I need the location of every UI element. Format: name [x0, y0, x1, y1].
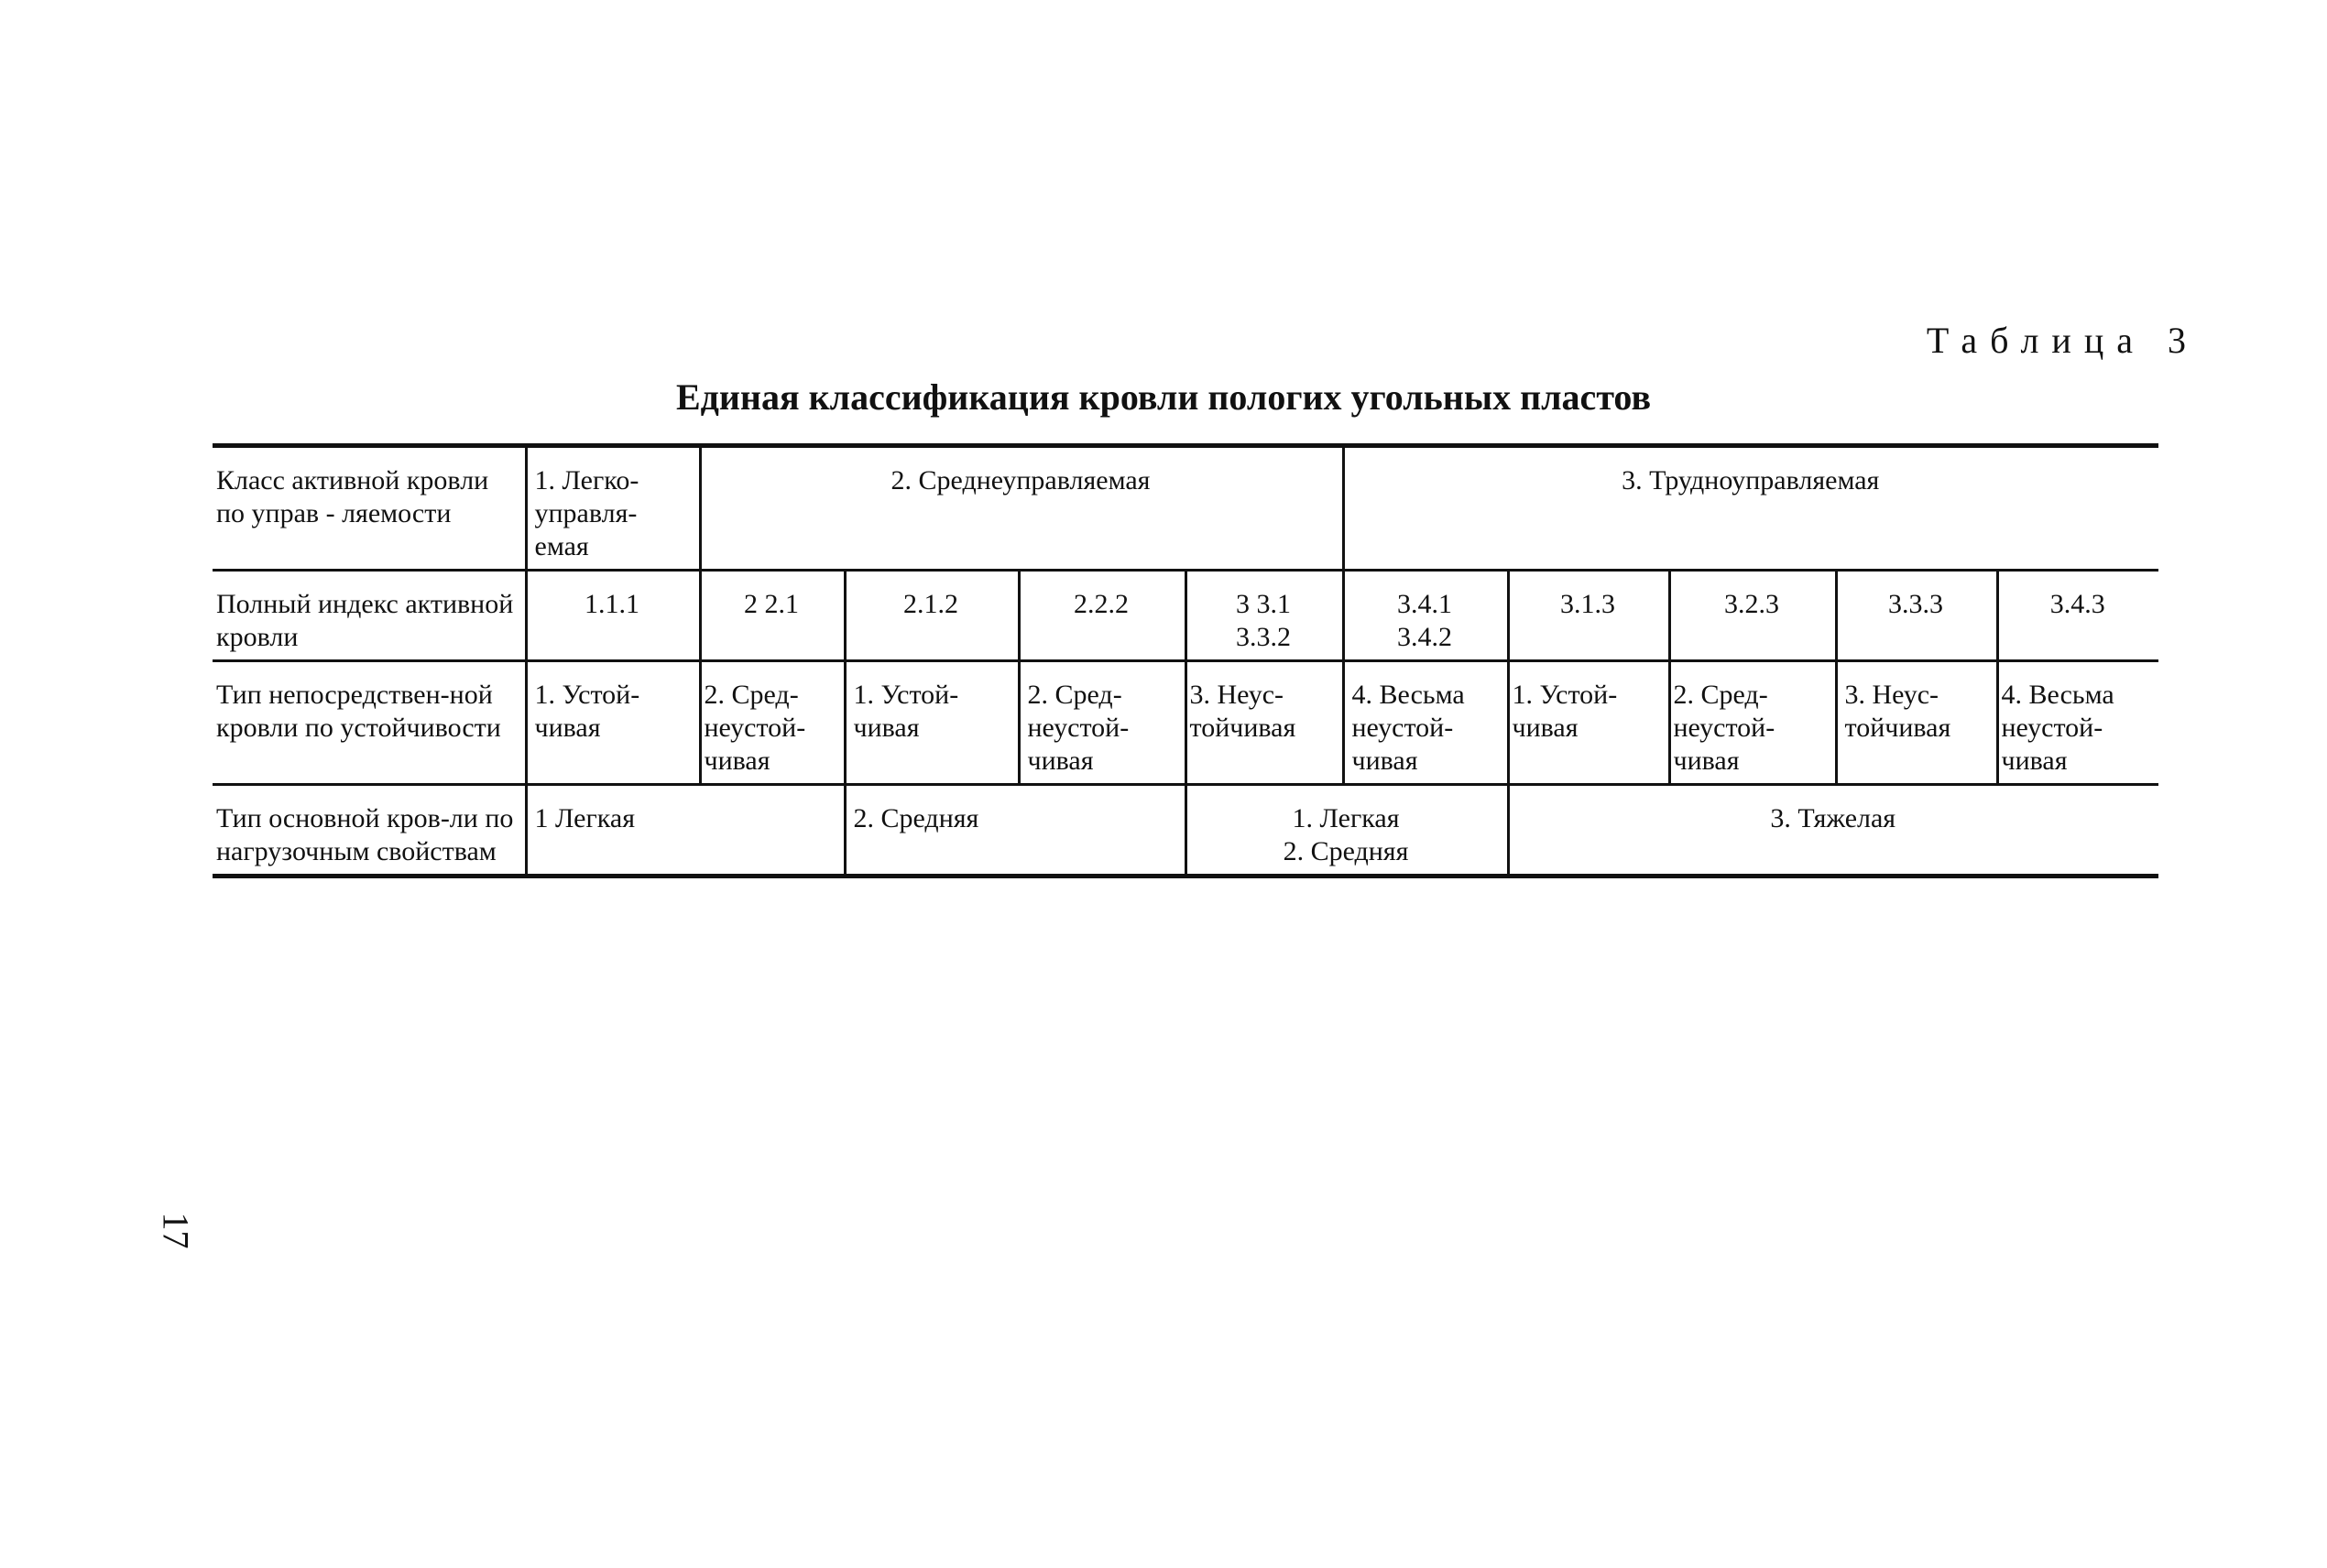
stability-cell: 1. Устой-чивая [1508, 661, 1669, 785]
stability-cell: 1. Устой-чивая [526, 661, 700, 785]
index-cell: 2.1.2 [845, 571, 1019, 661]
load-line: 1. Легкая [1292, 803, 1400, 833]
index-line: 3 3.1 [1236, 589, 1291, 619]
row-label: Класс активной кровли по управ - ляемости [213, 446, 526, 571]
index-line: 3.4.2 [1397, 622, 1452, 652]
table-row [213, 661, 2158, 785]
index-line: 3.4.1 [1397, 589, 1452, 619]
row-label: Тип основной кров-ли по нагрузочным свойствам [213, 785, 526, 877]
index-cell: 1.1.1 [526, 571, 700, 661]
table-title: Единая классификация кровли пологих угольных пластов [675, 376, 1652, 418]
index-cell: 3.4.3 [1997, 571, 2158, 661]
stability-cell: 3. Неус-тойчивая [1836, 661, 1997, 785]
table-row [213, 446, 2158, 571]
stability-cell: 1. Устой-чивая [845, 661, 1019, 785]
load-cell [1185, 785, 1508, 877]
class-medium-cell: 2. Среднеуправляемая [700, 446, 1343, 571]
index-cell: 2 2.1 [700, 571, 845, 661]
classification-table [213, 443, 2158, 878]
stability-cell: 2. Сред-неустой-чивая [1019, 661, 1185, 785]
index-cell: 2.2.2 [1019, 571, 1185, 661]
class-easy-cell: 1. Легко-управля-емая [526, 446, 700, 571]
index-cell: 3.3.3 [1836, 571, 1997, 661]
stability-cell: 4. Весьма неустой-чивая [1343, 661, 1508, 785]
table-caption: Таблица 3 [1926, 320, 2199, 361]
stability-cell: 2. Сред-неустой-чивая [1669, 661, 1836, 785]
stability-cell: 2. Сред-неустой-чивая [700, 661, 845, 785]
stability-cell: 3. Неус-тойчивая [1185, 661, 1343, 785]
row-label: Тип непосредствен-ной кровли по устойчивости [213, 661, 526, 785]
load-line: 2. Средняя [1283, 836, 1409, 866]
class-hard-cell: 3. Трудноуправляемая [1343, 446, 2158, 571]
load-cell: 2. Средняя [845, 785, 1185, 877]
stability-cell: 4. Весьма неустой-чивая [1997, 661, 2158, 785]
index-cell: 3.2.3 [1669, 571, 1836, 661]
load-cell: 1 Легкая [526, 785, 845, 877]
index-cell [1185, 571, 1343, 661]
index-line: 3.3.2 [1236, 622, 1291, 652]
index-cell: 3.1.3 [1508, 571, 1669, 661]
table-row [213, 785, 2158, 877]
page-number: 17 [155, 1212, 197, 1249]
load-cell: 3. Тяжелая [1508, 785, 2158, 877]
row-label: Полный индекс активной кровли [213, 571, 526, 661]
table-row [213, 571, 2158, 661]
index-cell [1343, 571, 1508, 661]
